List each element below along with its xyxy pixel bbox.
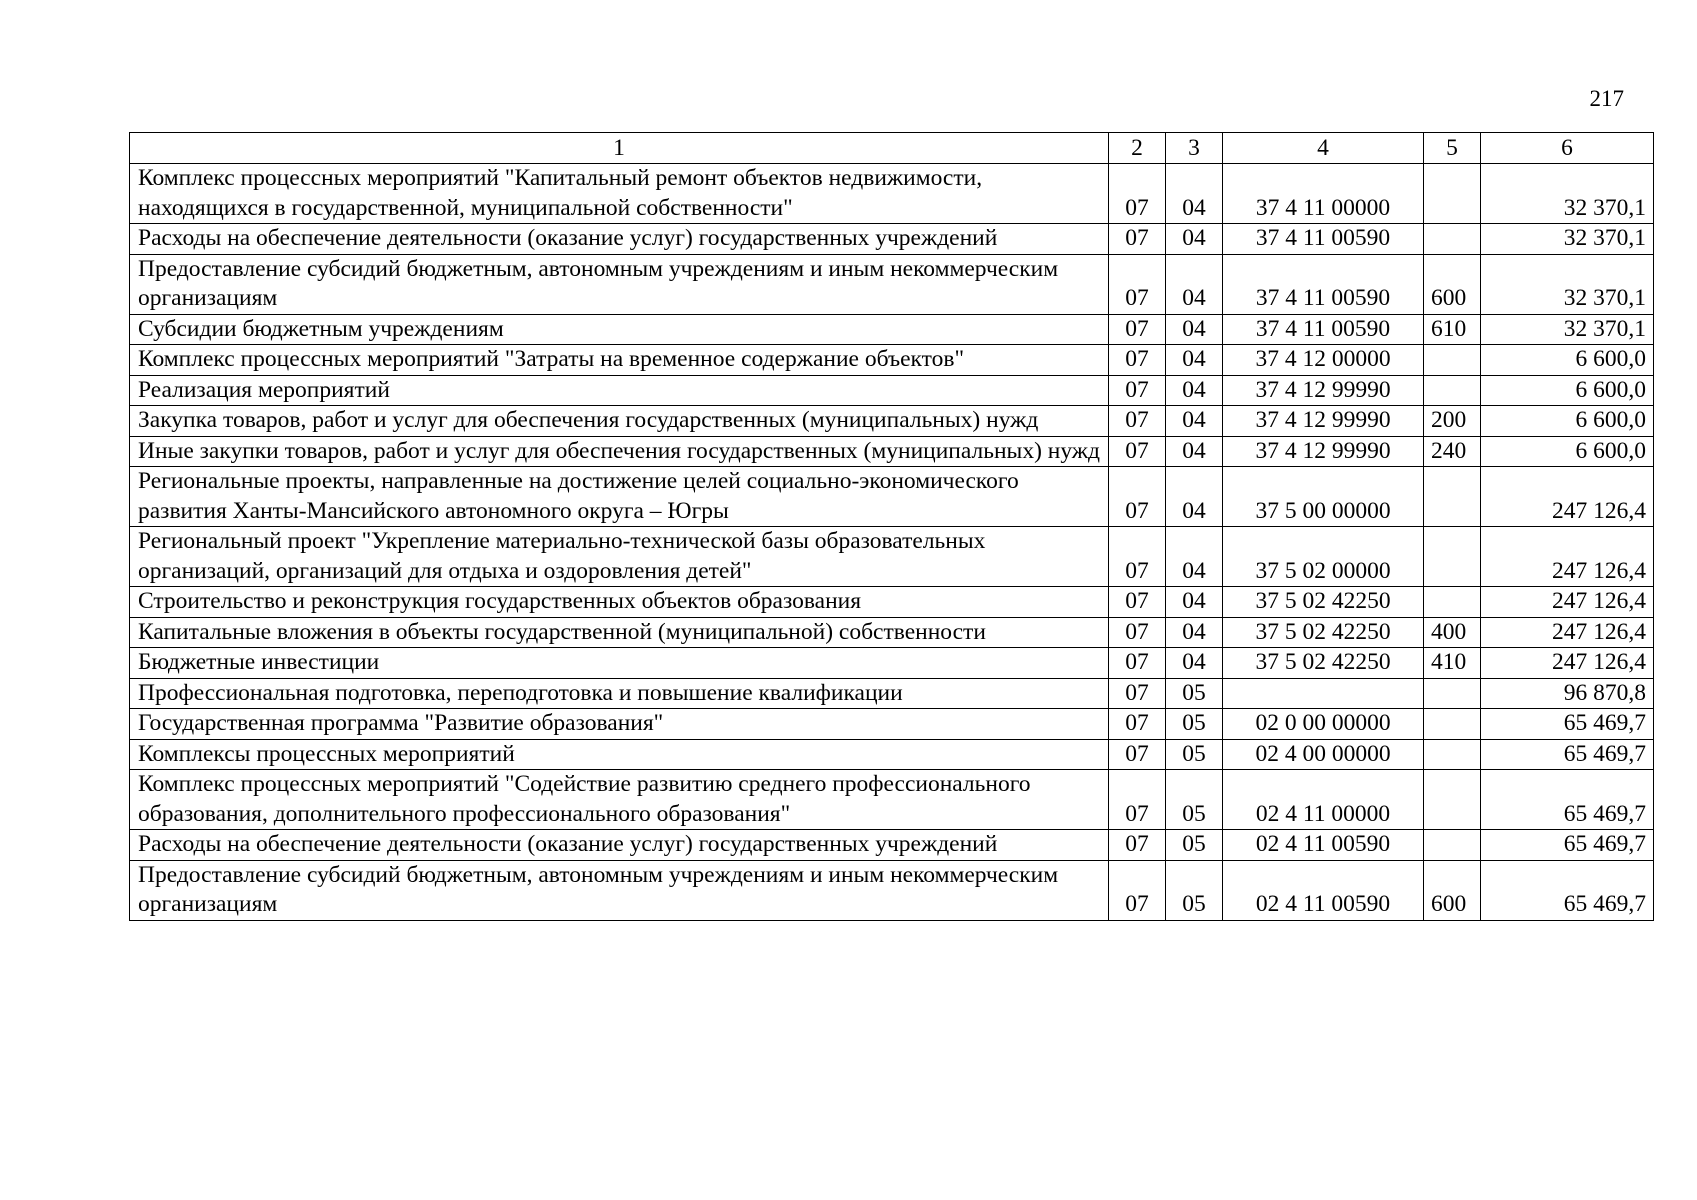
subsection-code-cell: 04 — [1166, 617, 1223, 648]
subsection-code-cell: 04 — [1166, 436, 1223, 467]
subsection-code-cell: 04 — [1166, 406, 1223, 437]
expense-name-cell: Предоставление субсидий бюджетным, автономным учреждениям и иным некоммерческим организациям — [130, 254, 1109, 314]
target-article-cell: 37 5 02 42250 — [1223, 648, 1424, 679]
section-code-cell: 07 — [1109, 617, 1166, 648]
expense-name-cell: Комплекс процессных мероприятий "Капитальный ремонт объектов недвижимости, находящихся в государственной, муниципальной собственности" — [130, 164, 1109, 224]
section-code-cell: 07 — [1109, 375, 1166, 406]
table-row — [130, 739, 1654, 770]
table-row — [130, 527, 1654, 587]
expense-name-cell: Субсидии бюджетным учреждениям — [130, 314, 1109, 345]
expense-type-cell — [1424, 375, 1481, 406]
expense-type-cell — [1424, 587, 1481, 618]
target-article-cell: 37 5 00 00000 — [1223, 467, 1424, 527]
subsection-code-cell: 04 — [1166, 587, 1223, 618]
column-header: 4 — [1223, 133, 1424, 164]
section-code-cell: 07 — [1109, 254, 1166, 314]
subsection-code-cell: 04 — [1166, 527, 1223, 587]
expense-type-cell — [1424, 770, 1481, 830]
expense-name-cell: Строительство и реконструкция государственных объектов образования — [130, 587, 1109, 618]
target-article-cell: 37 4 12 00000 — [1223, 345, 1424, 376]
target-article-cell: 02 0 00 00000 — [1223, 709, 1424, 740]
expense-type-cell — [1424, 467, 1481, 527]
amount-cell: 65 469,7 — [1481, 770, 1654, 830]
section-code-cell: 07 — [1109, 709, 1166, 740]
expense-name-cell: Иные закупки товаров, работ и услуг для обеспечения государственных (муниципальных) нужд — [130, 436, 1109, 467]
target-article-cell: 37 5 02 42250 — [1223, 617, 1424, 648]
table-row — [130, 224, 1654, 255]
expense-type-cell: 600 — [1424, 860, 1481, 920]
column-header: 6 — [1481, 133, 1654, 164]
section-code-cell: 07 — [1109, 436, 1166, 467]
amount-cell: 6 600,0 — [1481, 375, 1654, 406]
table-body — [130, 164, 1654, 921]
section-code-cell: 07 — [1109, 739, 1166, 770]
section-code-cell: 07 — [1109, 345, 1166, 376]
target-article-cell: 02 4 11 00590 — [1223, 860, 1424, 920]
expense-type-cell: 600 — [1424, 254, 1481, 314]
expense-name-cell: Комплексы процессных мероприятий — [130, 739, 1109, 770]
subsection-code-cell: 05 — [1166, 860, 1223, 920]
expense-name-cell: Комплекс процессных мероприятий "Содействие развитию среднего профессионального образования, дополнительного профессионального образования" — [130, 770, 1109, 830]
expense-type-cell: 410 — [1424, 648, 1481, 679]
table-row — [130, 709, 1654, 740]
expense-name-cell: Реализация мероприятий — [130, 375, 1109, 406]
budget-table — [129, 132, 1654, 921]
expense-name-cell: Профессиональная подготовка, переподготовка и повышение квалификации — [130, 678, 1109, 709]
section-code-cell: 07 — [1109, 224, 1166, 255]
amount-cell: 65 469,7 — [1481, 860, 1654, 920]
subsection-code-cell: 04 — [1166, 375, 1223, 406]
target-article-cell — [1223, 678, 1424, 709]
amount-cell: 32 370,1 — [1481, 254, 1654, 314]
section-code-cell: 07 — [1109, 860, 1166, 920]
target-article-cell: 02 4 11 00000 — [1223, 770, 1424, 830]
expense-type-cell — [1424, 709, 1481, 740]
expense-type-cell: 610 — [1424, 314, 1481, 345]
section-code-cell: 07 — [1109, 527, 1166, 587]
table-row — [130, 254, 1654, 314]
expense-type-cell: 400 — [1424, 617, 1481, 648]
amount-cell: 65 469,7 — [1481, 739, 1654, 770]
amount-cell: 247 126,4 — [1481, 467, 1654, 527]
amount-cell: 6 600,0 — [1481, 345, 1654, 376]
section-code-cell: 07 — [1109, 678, 1166, 709]
amount-cell: 32 370,1 — [1481, 164, 1654, 224]
amount-cell: 247 126,4 — [1481, 648, 1654, 679]
expense-name-cell: Расходы на обеспечение деятельности (оказание услуг) государственных учреждений — [130, 830, 1109, 861]
column-header: 3 — [1166, 133, 1223, 164]
target-article-cell: 37 5 02 42250 — [1223, 587, 1424, 618]
expense-type-cell — [1424, 739, 1481, 770]
amount-cell: 65 469,7 — [1481, 709, 1654, 740]
table-row — [130, 314, 1654, 345]
subsection-code-cell: 04 — [1166, 345, 1223, 376]
section-code-cell: 07 — [1109, 164, 1166, 224]
expense-name-cell: Капитальные вложения в объекты государственной (муниципальной) собственности — [130, 617, 1109, 648]
table-row — [130, 830, 1654, 861]
table-row — [130, 587, 1654, 618]
section-code-cell: 07 — [1109, 467, 1166, 527]
subsection-code-cell: 05 — [1166, 678, 1223, 709]
table-row — [130, 164, 1654, 224]
expense-name-cell: Государственная программа "Развитие образования" — [130, 709, 1109, 740]
target-article-cell: 37 4 11 00590 — [1223, 254, 1424, 314]
section-code-cell: 07 — [1109, 587, 1166, 618]
expense-type-cell — [1424, 830, 1481, 861]
table-row — [130, 436, 1654, 467]
subsection-code-cell: 04 — [1166, 467, 1223, 527]
subsection-code-cell: 05 — [1166, 709, 1223, 740]
amount-cell: 32 370,1 — [1481, 314, 1654, 345]
target-article-cell: 02 4 11 00590 — [1223, 830, 1424, 861]
expense-name-cell: Закупка товаров, работ и услуг для обеспечения государственных (муниципальных) нужд — [130, 406, 1109, 437]
column-header: 2 — [1109, 133, 1166, 164]
subsection-code-cell: 04 — [1166, 254, 1223, 314]
subsection-code-cell: 05 — [1166, 830, 1223, 861]
target-article-cell: 37 4 11 00000 — [1223, 164, 1424, 224]
table-row — [130, 406, 1654, 437]
subsection-code-cell: 04 — [1166, 224, 1223, 255]
table-row — [130, 617, 1654, 648]
subsection-code-cell: 04 — [1166, 164, 1223, 224]
expense-name-cell: Региональные проекты, направленные на достижение целей социально-экономического развития Ханты-Мансийского автономного округа – Югры — [130, 467, 1109, 527]
expense-name-cell: Бюджетные инвестиции — [130, 648, 1109, 679]
section-code-cell: 07 — [1109, 406, 1166, 437]
expense-type-cell: 200 — [1424, 406, 1481, 437]
table-row — [130, 678, 1654, 709]
column-header: 1 — [130, 133, 1109, 164]
table-row — [130, 860, 1654, 920]
page-number: 217 — [1589, 86, 1624, 111]
target-article-cell: 02 4 00 00000 — [1223, 739, 1424, 770]
subsection-code-cell: 04 — [1166, 648, 1223, 679]
table-row — [130, 648, 1654, 679]
target-article-cell: 37 4 11 00590 — [1223, 314, 1424, 345]
target-article-cell: 37 4 12 99990 — [1223, 375, 1424, 406]
expense-name-cell: Расходы на обеспечение деятельности (оказание услуг) государственных учреждений — [130, 224, 1109, 255]
expense-name-cell: Региональный проект "Укрепление материально-технической базы образовательных организаций, организаций для отдыха и оздоровления детей" — [130, 527, 1109, 587]
amount-cell: 65 469,7 — [1481, 830, 1654, 861]
table-row — [130, 467, 1654, 527]
amount-cell: 247 126,4 — [1481, 617, 1654, 648]
expense-name-cell: Предоставление субсидий бюджетным, автономным учреждениям и иным некоммерческим организациям — [130, 860, 1109, 920]
target-article-cell: 37 4 12 99990 — [1223, 406, 1424, 437]
expense-name-cell: Комплекс процессных мероприятий "Затраты на временное содержание объектов" — [130, 345, 1109, 376]
table-row — [130, 770, 1654, 830]
expense-type-cell: 240 — [1424, 436, 1481, 467]
expense-type-cell — [1424, 224, 1481, 255]
amount-cell: 247 126,4 — [1481, 527, 1654, 587]
amount-cell: 6 600,0 — [1481, 436, 1654, 467]
subsection-code-cell: 05 — [1166, 739, 1223, 770]
amount-cell: 247 126,4 — [1481, 587, 1654, 618]
expense-type-cell — [1424, 164, 1481, 224]
column-header: 5 — [1424, 133, 1481, 164]
amount-cell: 6 600,0 — [1481, 406, 1654, 437]
section-code-cell: 07 — [1109, 648, 1166, 679]
section-code-cell: 07 — [1109, 770, 1166, 830]
target-article-cell: 37 4 11 00590 — [1223, 224, 1424, 255]
expense-type-cell — [1424, 678, 1481, 709]
target-article-cell: 37 4 12 99990 — [1223, 436, 1424, 467]
amount-cell: 32 370,1 — [1481, 224, 1654, 255]
section-code-cell: 07 — [1109, 314, 1166, 345]
target-article-cell: 37 5 02 00000 — [1223, 527, 1424, 587]
amount-cell: 96 870,8 — [1481, 678, 1654, 709]
header-row — [130, 133, 1654, 164]
expense-type-cell — [1424, 345, 1481, 376]
subsection-code-cell: 05 — [1166, 770, 1223, 830]
section-code-cell: 07 — [1109, 830, 1166, 861]
subsection-code-cell: 04 — [1166, 314, 1223, 345]
table-row — [130, 375, 1654, 406]
expense-type-cell — [1424, 527, 1481, 587]
table-row — [130, 345, 1654, 376]
